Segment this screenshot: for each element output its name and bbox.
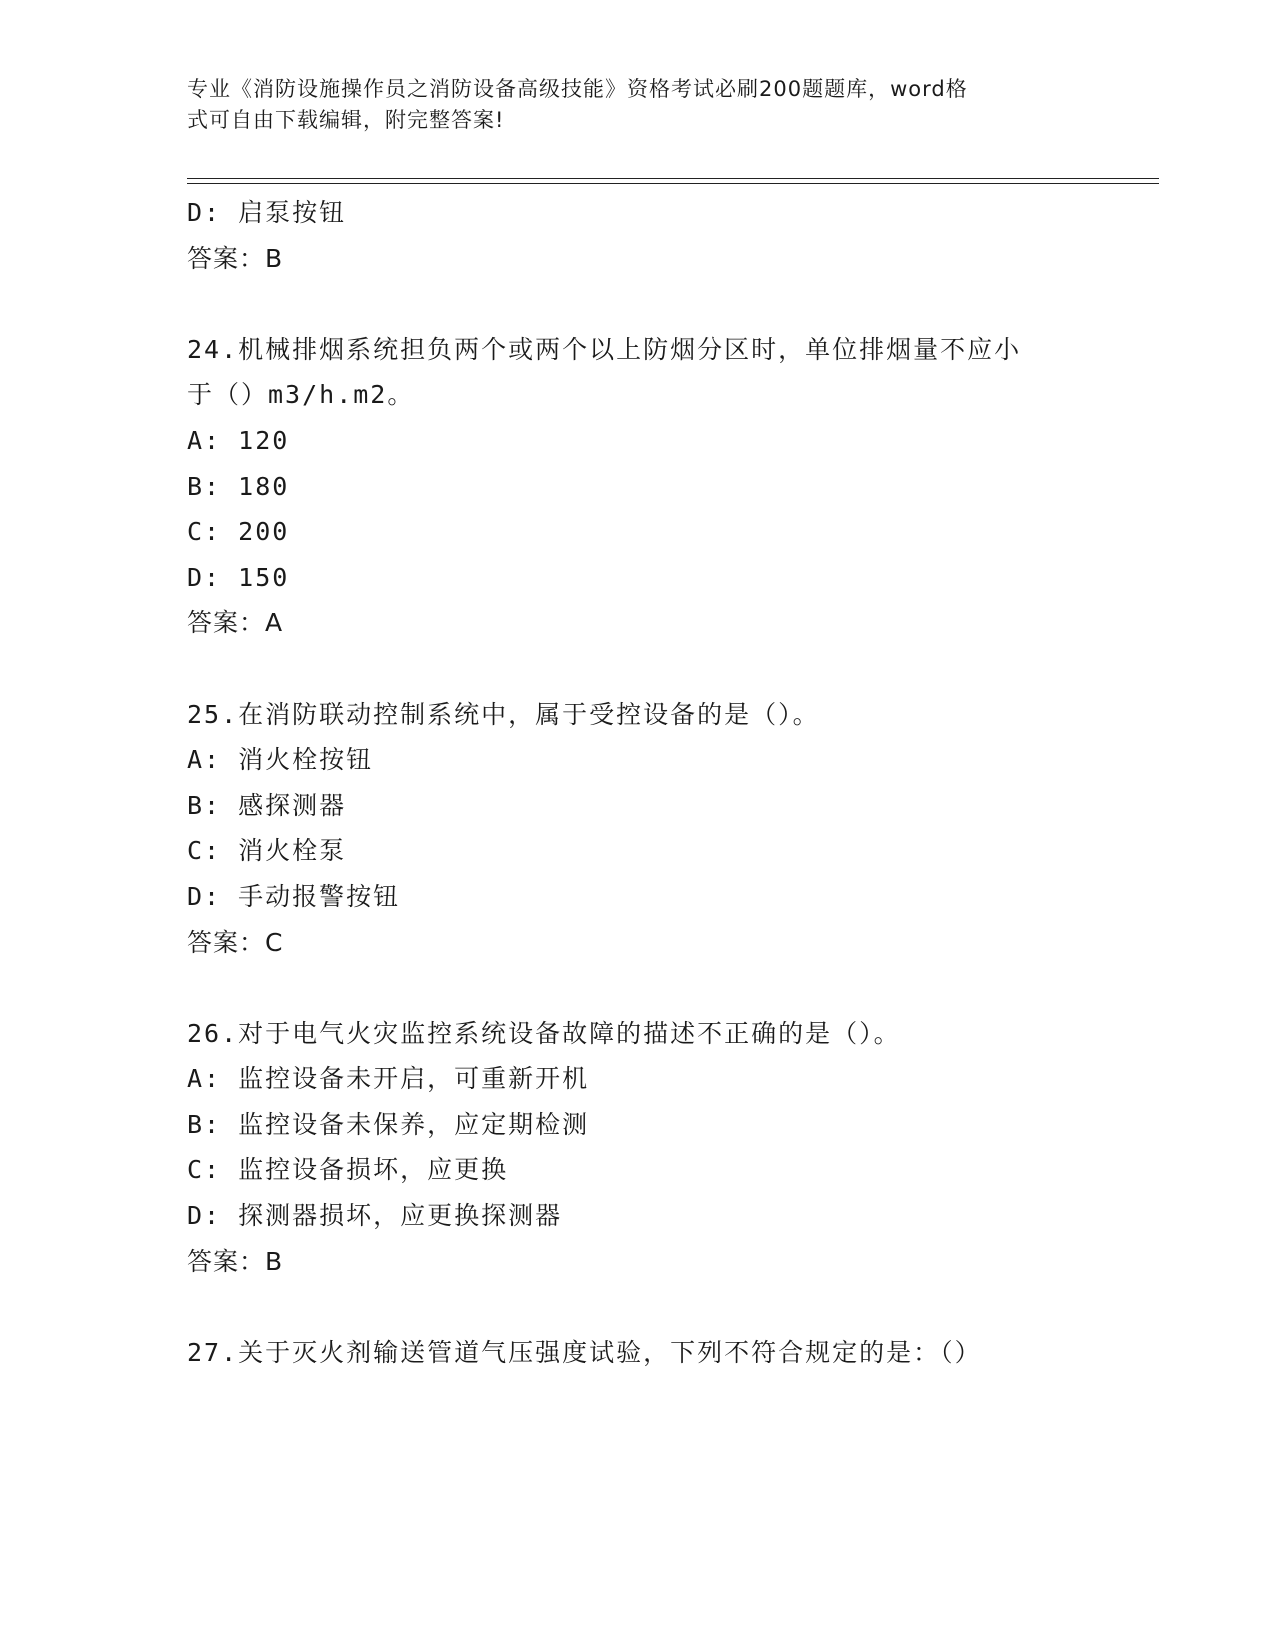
answer: 答案：A <box>187 608 284 638</box>
answer: 答案：B <box>187 243 284 273</box>
question-24 <box>187 327 1087 646</box>
question-list <box>187 190 1087 1375</box>
option-c: C: 消火栓泵 <box>187 836 347 866</box>
question-stem: 24.机械排烟系统担负两个或两个以上防烟分区时，单位排烟量不应小 <box>187 334 1022 364</box>
option-d: D: 手动报警按钮 <box>187 881 401 911</box>
document-header <box>187 74 1087 136</box>
question-25 <box>187 692 1087 966</box>
option-b: B: 监控设备未保养，应定期检测 <box>187 1109 590 1139</box>
option-d: D: 启泵按钮 <box>187 198 347 227</box>
question-27 <box>187 1330 1087 1376</box>
option-b: B: 180 <box>187 471 290 501</box>
option-d: D: 150 <box>187 562 290 592</box>
question-23-tail <box>187 190 1087 281</box>
question-stem: 26.对于电气火灾监控系统设备故障的描述不正确的是（）。 <box>187 1018 901 1048</box>
option-a: A: 消火栓按钮 <box>187 745 374 775</box>
header-divider-top <box>187 178 1159 179</box>
header-line-1: 专业《消防设施操作员之消防设备高级技能》资格考试必刷200题题库，word格 <box>187 77 968 101</box>
question-stem: 25.在消防联动控制系统中，属于受控设备的是（）。 <box>187 699 820 729</box>
spacer <box>187 646 1087 692</box>
question-26 <box>187 1011 1087 1285</box>
question-stem-continued: 于（）m3/h.m2。 <box>187 380 415 410</box>
option-c: C: 监控设备损坏，应更换 <box>187 1155 509 1185</box>
spacer <box>187 281 1087 327</box>
option-c: C: 200 <box>187 517 290 547</box>
header-line-2: 式可自由下载编辑，附完整答案! <box>187 108 505 132</box>
option-d: D: 探测器损坏，应更换探测器 <box>187 1201 563 1231</box>
option-b: B: 感探测器 <box>187 790 347 820</box>
spacer <box>187 1284 1087 1330</box>
answer: 答案：B <box>187 1246 284 1276</box>
option-a: A: 监控设备未开启，可重新开机 <box>187 1064 590 1094</box>
answer: 答案：C <box>187 927 284 957</box>
spacer <box>187 965 1087 1011</box>
option-a: A: 120 <box>187 425 290 455</box>
question-stem: 27.关于灭火剂输送管道气压强度试验，下列不符合规定的是：（） <box>187 1337 982 1367</box>
header-divider-bottom <box>187 183 1159 184</box>
